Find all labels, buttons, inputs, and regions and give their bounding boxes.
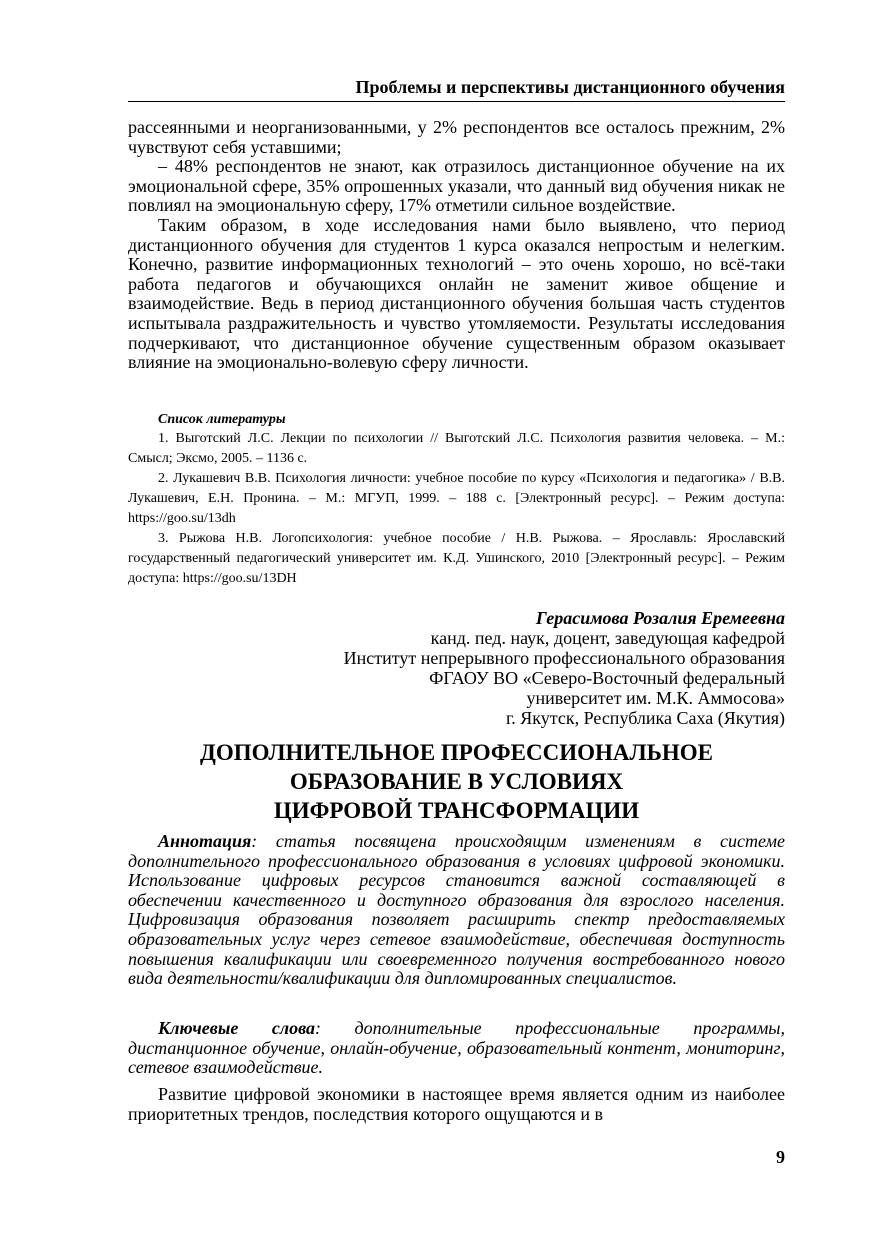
- article-title-line: ЦИФРОВОЙ ТРАНСФОРМАЦИИ: [273, 798, 640, 823]
- author-position: канд. пед. наук, доцент, заведующая кафедрой: [430, 628, 785, 648]
- author-institute: Институт непрерывного профессионального образования: [343, 648, 785, 668]
- keywords-label: Ключевые слова: [158, 1018, 315, 1038]
- intro-text: [128, 1085, 785, 1124]
- abstract-text: : статья посвящена происходящим изменениям в системе дополнительного профессионального образования в условиях цифровой экономики. Использование цифровых ресурсов становится важной составляющей в обеспечении качественного и доступного образования для взрослого населения. Цифровизация образования позволяет расширить спектр предоставляемых образовательных услуг через сетевое взаимодействие, обеспечивая доступность повышения квалификации или своевременного получения востребованного нового вида деятельности/квалификации для дипломированных специалистов.: [128, 831, 785, 989]
- keywords-text: : дополнительные профессиональные программы, дистанционное обучение, онлайн-обучение, образовательный контент, мониторинг, сетевое взаимодействие.: [128, 1018, 786, 1078]
- body-text: [128, 118, 785, 373]
- references-title: Список литературы: [158, 412, 286, 427]
- page-number: 9: [776, 1147, 785, 1167]
- running-header: Проблемы и перспективы дистанционного обучения: [128, 76, 785, 102]
- article-title-line: ДОПОЛНИТЕЛЬНОЕ ПРОФЕССИОНАЛЬНОЕ: [200, 740, 713, 765]
- abstract: [128, 832, 785, 989]
- author-name: Герасимова Розалия Еремеевна: [535, 608, 785, 628]
- author-university: ФГАОУ ВО «Северо-Восточный федеральный: [429, 668, 785, 688]
- keywords-paragraph: [128, 1019, 785, 1078]
- article-title: [128, 738, 785, 825]
- author-university: университет им. М.К. Аммосова»: [526, 688, 785, 708]
- paragraph: – 48% респондентов не знают, как отразилось дистанционное обучение на их эмоциональной сфере, 35% опрошенных указали, что данный вид обучения никак не повлиял на эмоциональную сферу, 17% отметили сильное воздействие.: [128, 156, 785, 216]
- reference-item: 1. Выготский Л.С. Лекции по психологии // Выготский Л.С. Психология развития человека. – М.: Смысл; Эксмо, 2005. – 1136 с.: [128, 431, 785, 466]
- author-city: г. Якутск, Республика Саха (Якутия): [505, 708, 785, 728]
- paragraph: рассеянными и неорганизованными, у 2% респондентов все осталось прежним, 2% чувствуют себя уставшими;: [128, 117, 785, 157]
- keywords: [128, 1019, 785, 1078]
- abstract-paragraph: [128, 832, 785, 989]
- author-block: [128, 608, 785, 728]
- reference-item: 2. Лукашевич В.В. Психология личности: учебное пособие по курсу «Психология и педагогика» / В.В. Лукашевич, Е.Н. Пронина. – М.: МГУП, 1999. – 188 с. [Электронный ресурс]. – Режим доступа: https://goo.su/13dh: [128, 471, 785, 526]
- paragraph: Развитие цифровой экономики в настоящее время является одним из наиболее приоритетных трендов, последствия которого ощущаются и в: [128, 1084, 785, 1124]
- article-title-line: ОБРАЗОВАНИЕ В УСЛОВИЯХ: [289, 769, 624, 794]
- reference-item: 3. Рыжова Н.В. Логопсихология: учебное пособие / Н.В. Рыжова. – Ярославль: Ярославский государственный педагогический университет им. К.Д. Ушинского, 2010 [Электронный ресурс]. – Режим доступа: https://goo.su/13DH: [128, 531, 785, 586]
- references-section: [128, 411, 785, 589]
- paragraph: Таким образом, в ходе исследования нами было выявлено, что период дистанционного обучения для студентов 1 курса оказался непростым и нелегким. Конечно, развитие информационных технологий – это очень хорошо, но всё-таки работа педагогов и обучающихся онлайн не заменит живое общение и взаимодействие. Ведь в период дистанционного обучения большая часть студентов испытывала раздражительность и чувство утомляемости. Результаты исследования подчеркивают, что дистанционное обучение существенным образом оказывает влияние на эмоционально-волевую сферу личности.: [128, 214, 785, 373]
- abstract-label: Аннотация: [158, 831, 252, 851]
